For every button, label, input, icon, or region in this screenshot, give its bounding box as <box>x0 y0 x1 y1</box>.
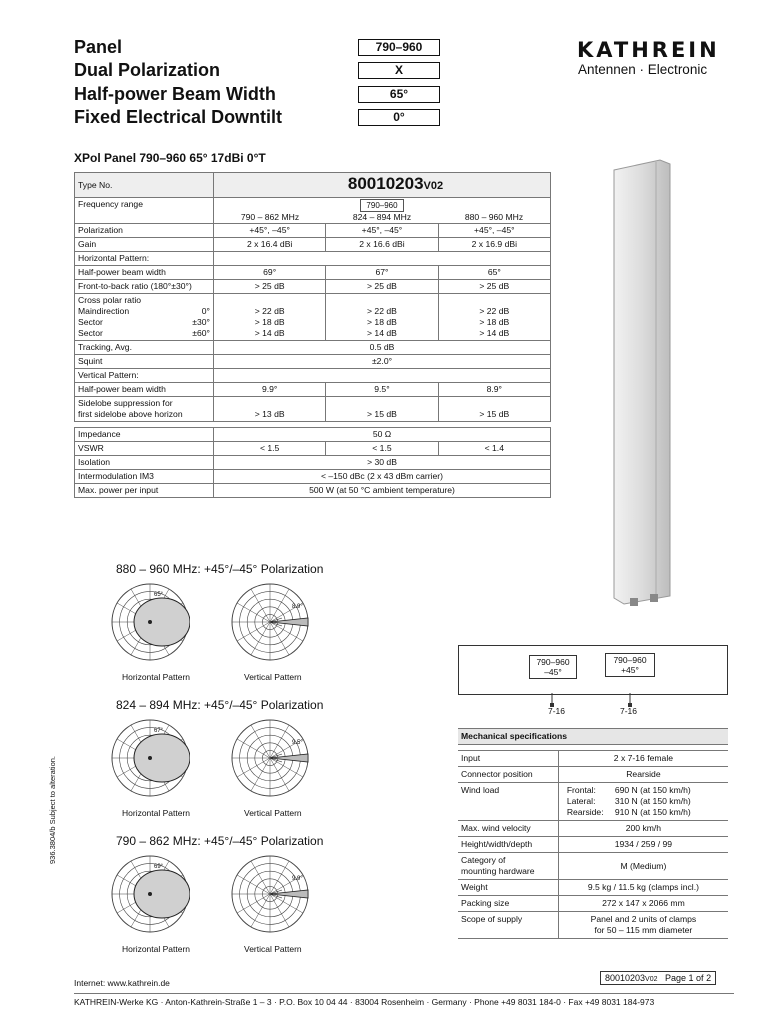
table-row: Polarization +45°, –45° +45°, –45° +45°, –45° <box>75 224 551 238</box>
vertical-pattern-plot <box>230 716 310 802</box>
header-label-polarization: Dual Polarization <box>74 60 221 80</box>
beamwidth-angle-label: 69° <box>154 864 164 870</box>
table-row: Intermodulation IM3 < –150 dBc (2 x 43 dBm carrier) <box>75 470 551 484</box>
page-indicator: 80010203V02 Page 1 of 2 <box>600 971 716 985</box>
brand-tagline: Antennen · Electronic <box>578 62 708 77</box>
type-number: 80010203V02 <box>214 173 551 198</box>
pattern-caption: Vertical Pattern <box>244 944 302 954</box>
header-label-product: Panel <box>74 37 123 57</box>
pattern-section-title: 880 – 960 MHz: +45°/–45° Polarization <box>116 562 324 576</box>
band-label: 880 – 960 MHz <box>464 212 524 222</box>
table-row: Impedance 50 Ω <box>75 428 551 442</box>
table-row: Mechanical specifications <box>458 729 728 745</box>
horizontal-pattern-plot <box>110 716 190 802</box>
pattern-caption: Horizontal Pattern <box>122 672 191 682</box>
type-label: Type No. <box>75 173 214 198</box>
header-value-downtilt: 0° <box>358 109 440 126</box>
vertical-pattern-plot <box>230 580 310 666</box>
port-minus45: 790–960 –45° <box>529 655 577 679</box>
table-row: Half-power beam width 69° 67° 65° <box>75 266 551 280</box>
pattern-caption: Vertical Pattern <box>244 808 302 818</box>
table-row: Scope of supply Panel and 2 units of clamps for 50 – 115 mm diameter <box>458 912 728 939</box>
beamwidth-angle-label: 67° <box>154 728 164 734</box>
table-row: Sidelobe suppression for first sidelobe above horizon > 13 dB > 15 dB > 15 dB <box>75 397 551 422</box>
document-reference-note: 936.3804/b Subject to alteration. <box>48 756 57 864</box>
table-row: Connector position Rearside <box>458 767 728 783</box>
horizontal-pattern-plot <box>110 580 190 666</box>
pattern-caption: Horizontal Pattern <box>122 808 191 818</box>
vertical-pattern-plot <box>230 852 310 938</box>
table-row <box>75 173 551 198</box>
header-value-frequency: 790–960 <box>358 39 440 56</box>
table-row: Vertical Pattern: <box>75 369 551 383</box>
product-subtitle: XPol Panel 790–960 65° 17dBi 0°T <box>74 151 266 165</box>
table-row: Squint ±2.0° <box>75 355 551 369</box>
table-row: Weight 9.5 kg / 11.5 kg (clamps incl.) <box>458 880 728 896</box>
header-value-polarization: X <box>358 62 440 79</box>
freq-label: Frequency range <box>75 198 214 224</box>
beamwidth-angle-label: 9.9° <box>292 876 303 882</box>
table-row: Packing size 272 x 147 x 2066 mm <box>458 896 728 912</box>
connector-type-label: 7-16 <box>620 706 638 716</box>
header-label-beamwidth: Half-power Beam Width <box>74 84 276 104</box>
footer-address: KATHREIN-Werke KG · Anton-Kathrein-Straße 1 – 3 · P.O. Box 10 04 44 · 83004 Rosenheim · Germany · Phone +49 8031 184-0 · Fax +49 8031 184-973 <box>74 993 734 1007</box>
band-label: 824 – 894 MHz <box>352 212 412 222</box>
table-row: Wind load Frontal: 690 N (at 150 km/h) Lateral: 310 N (at 150 km/h) Rearside: 910 N (at 150 km/h) <box>458 783 728 821</box>
table-row: Height/width/depth 1934 / 259 / 99 <box>458 837 728 853</box>
table-row: Max. power per input 500 W (at 50 °C ambient temperature) <box>75 484 551 498</box>
pattern-caption: Vertical Pattern <box>244 672 302 682</box>
port-plus45: 790–960 +45° <box>605 653 655 677</box>
connector-type-label: 7-16 <box>548 706 566 716</box>
band-label: 790 – 862 MHz <box>240 212 300 222</box>
table-row <box>75 198 551 224</box>
electrical-spec-table <box>74 172 551 498</box>
header-label-downtilt: Fixed Electrical Downtilt <box>74 107 283 127</box>
brand-logo: KATHREIN <box>577 38 720 62</box>
freq-tag: 790–960 <box>360 199 403 212</box>
pattern-section-title: 790 – 862 MHz: +45°/–45° Polarization <box>116 834 324 848</box>
table-row: Half-power beam width 9.9° 9.5° 8.9° <box>75 383 551 397</box>
horizontal-pattern-plot <box>110 852 190 938</box>
mechanical-spec-table <box>458 728 728 939</box>
table-row: Cross polar ratio Maindirection 0° Sector ±30° Sector ±60° > 22 dB > 18 dB > 14 dB > 22 dB > 18 dB > 14 dB > 22 dB > 18 dB > 14 dB <box>75 294 551 341</box>
table-row: Front-to-back ratio (180°±30°) > 25 dB > 25 dB > 25 dB <box>75 280 551 294</box>
table-row: Gain 2 x 16.4 dBi 2 x 16.6 dBi 2 x 16.9 dBi <box>75 238 551 252</box>
beamwidth-angle-label: 9.5° <box>292 740 303 746</box>
table-row: Isolation > 30 dB <box>75 456 551 470</box>
table-row: Category of mounting hardware M (Medium) <box>458 853 728 880</box>
table-row: Horizontal Pattern: <box>75 252 551 266</box>
pattern-caption: Horizontal Pattern <box>122 944 191 954</box>
table-row: Max. wind velocity 200 km/h <box>458 821 728 837</box>
antenna-product-image <box>612 158 672 610</box>
table-row: VSWR < 1.5 < 1.5 < 1.4 <box>75 442 551 456</box>
beamwidth-angle-label: 8.9° <box>292 604 303 610</box>
pattern-section-title: 824 – 894 MHz: +45°/–45° Polarization <box>116 698 324 712</box>
table-row: Input 2 x 7-16 female <box>458 751 728 767</box>
table-row: Tracking, Avg. 0.5 dB <box>75 341 551 355</box>
header-value-beamwidth: 65° <box>358 86 440 103</box>
connector-diagram <box>458 645 728 695</box>
beamwidth-angle-label: 65° <box>154 592 164 598</box>
footer-url: Internet: www.kathrein.de <box>74 978 170 988</box>
